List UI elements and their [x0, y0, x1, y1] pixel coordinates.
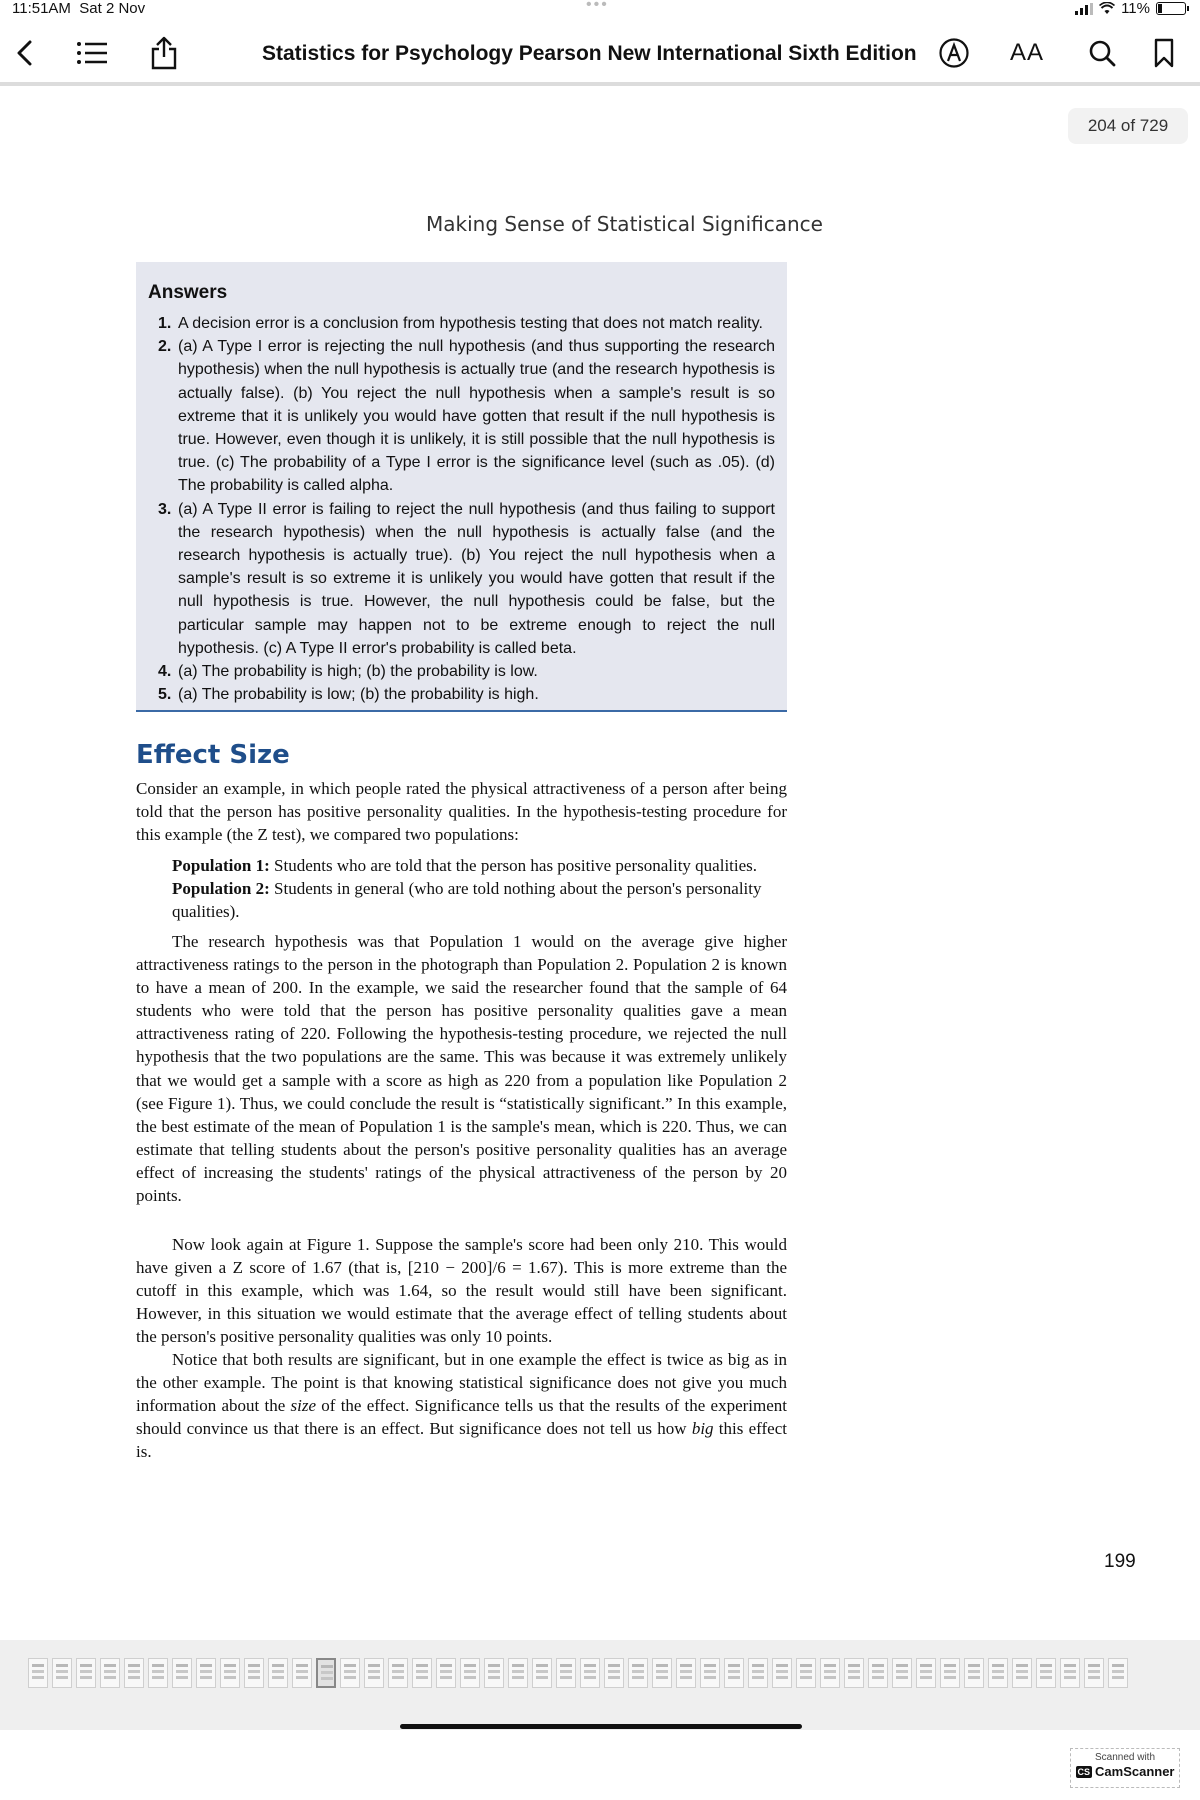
- body-paragraph: Notice that both results are significant, but in one example the effect is twice as big as in the other example. The point is that knowing statistical significance does not give you much information about the size of the effect. Significance tells us that the results of the experiment should convince us that there is an effect. But significance does not tell us how big this effect is.: [136, 1350, 787, 1462]
- home-indicator[interactable]: [400, 1724, 802, 1729]
- page-thumbnail[interactable]: [820, 1658, 840, 1688]
- page-thumbnail[interactable]: [292, 1658, 312, 1688]
- page-thumbnail[interactable]: [244, 1658, 264, 1688]
- page-thumbnail[interactable]: [388, 1658, 408, 1688]
- camscanner-logo-icon: CS: [1077, 1766, 1091, 1777]
- page-thumbnail[interactable]: [604, 1658, 624, 1688]
- answers-heading: Answers: [148, 282, 228, 303]
- page-thumbnail[interactable]: [1036, 1658, 1056, 1688]
- answer-item: 3. (a) A Type II error is failing to reject the null hypothesis (and thus failing to support the research hypothesis) when the null hypothesis is actually false (and the research hypothesis is actually true). (b) You reject the null hypothesis when a sample's result is so extreme it is unlikely you would have gotten that result if the null hypothesis is true. However, the null hypothesis could be false, but the particular sample may happen not to be extreme enough to reject the null hypothesis. (c) A Type II error's probability is called beta.: [158, 500, 775, 657]
- page-thumbnail[interactable]: [772, 1658, 792, 1688]
- answers-box: [136, 262, 787, 712]
- bookmark-icon: [1153, 38, 1175, 68]
- chevron-left-icon: [15, 40, 35, 66]
- population-item: Population 2: Students in general (who are told nothing about the person's personality qualities).: [172, 879, 762, 922]
- page-thumbnail[interactable]: [844, 1658, 864, 1688]
- page-thumbnail[interactable]: [964, 1658, 984, 1688]
- book-title: Statistics for Psychology Pearson New International Sixth Edition: [262, 42, 917, 65]
- page-thumbnail[interactable]: [220, 1658, 240, 1688]
- page-thumbnail[interactable]: [124, 1658, 144, 1688]
- page-thumbnail[interactable]: [196, 1658, 216, 1688]
- page-thumbnail[interactable]: [988, 1658, 1008, 1688]
- page-counter: 204 of 729: [1068, 108, 1188, 144]
- answers-list: [148, 312, 775, 706]
- page-thumbnail[interactable]: [508, 1658, 528, 1688]
- status-indicators: [1075, 0, 1186, 17]
- back-button[interactable]: [6, 34, 44, 72]
- font-size-icon: AA: [1009, 39, 1044, 66]
- bookmark-button[interactable]: [1145, 34, 1183, 72]
- camscanner-watermark: Scanned with CS CamScanner: [1070, 1748, 1180, 1788]
- page-thumbnail[interactable]: [700, 1658, 720, 1688]
- reader-toolbar: [0, 22, 1200, 86]
- page-thumbnail[interactable]: [100, 1658, 120, 1688]
- page-thumbnail[interactable]: [940, 1658, 960, 1688]
- page-scrubber[interactable]: [0, 1640, 1200, 1730]
- page-thumbnail[interactable]: [340, 1658, 360, 1688]
- body-paragraph: Now look again at Figure 1. Suppose the sample's score had been only 210. This would have given a Z score of 1.67 (that is, [210 − 200]/6 = 1.67). This is more extreme than the cutoff in this example, which was 1.64, so the result would still have been significant. However, in this situation we would estimate that the average effect of telling students about the person's positive personality qualities was only 10 points.: [136, 1235, 787, 1347]
- section-heading: Effect Size: [136, 740, 290, 770]
- answer-item: 1. A decision error is a conclusion from hypothesis testing that does not match reality.: [158, 315, 763, 332]
- page-thumbnail[interactable]: [1012, 1658, 1032, 1688]
- population-item: Population 1: Students who are told that the person has positive personality qualities.: [172, 856, 758, 875]
- font-size-button[interactable]: [1008, 34, 1046, 72]
- answer-item: 4. (a) The probability is high; (b) the probability is low.: [158, 663, 538, 681]
- page-thumbnail[interactable]: [796, 1658, 816, 1688]
- page-thumbnail[interactable]: [1084, 1658, 1104, 1688]
- page-thumbnail[interactable]: [316, 1658, 336, 1688]
- page-thumbnail[interactable]: [748, 1658, 768, 1688]
- page-thumbnail[interactable]: [724, 1658, 744, 1688]
- search-icon: [1088, 39, 1116, 67]
- answer-item: 2. (a) A Type I error is rejecting the null hypothesis (and thus supporting the research hypothesis) when the null hypothesis is actually true (and the research hypothesis is actually false). (b) You reject the null hypothesis when a sample's result is so extreme that it is unlikely you would have gotten that result if the null hypothesis is true. However, even though it is unlikely, it is still possible that the null hypothesis is true. (c) The probability of a Type I error is the significance level (such as .05). (d) The probability is called alpha.: [158, 338, 775, 495]
- share-button[interactable]: [145, 34, 183, 72]
- page-thumbnail[interactable]: [436, 1658, 456, 1688]
- page-thumbnail[interactable]: [364, 1658, 384, 1688]
- status-time: 11:51AM Sat 2 Nov: [12, 0, 146, 17]
- intro-paragraph: Consider an example, in which people rated the physical attractiveness of a person after being told that the person has positive personality qualities. In the hypothesis-testing procedure for this example (the Z test), we compared two populations:: [136, 779, 787, 845]
- circled-a-icon: [938, 37, 970, 69]
- cellular-signal-icon: [1075, 3, 1093, 15]
- answer-item: 5. (a) The probability is low; (b) the probability is high.: [158, 686, 539, 704]
- auto-scroll-button[interactable]: [935, 34, 973, 72]
- page-thumbnail[interactable]: [28, 1658, 48, 1688]
- page-thumbnail[interactable]: [580, 1658, 600, 1688]
- page-thumbnail[interactable]: [628, 1658, 648, 1688]
- page-thumbnail[interactable]: [412, 1658, 432, 1688]
- page-thumbnail[interactable]: [652, 1658, 672, 1688]
- page-thumbnail[interactable]: [172, 1658, 192, 1688]
- search-button[interactable]: [1083, 34, 1121, 72]
- page-thumbnail[interactable]: [148, 1658, 168, 1688]
- page-thumbnail[interactable]: [76, 1658, 96, 1688]
- multitasking-dots-icon[interactable]: •••: [586, 0, 609, 13]
- page-thumbnail[interactable]: [52, 1658, 72, 1688]
- page-thumbnail[interactable]: [556, 1658, 576, 1688]
- page-thumbnail[interactable]: [892, 1658, 912, 1688]
- body-paragraph: The research hypothesis was that Population 1 would on the average give higher attractiveness ratings to the person in the photograph than Population 2. Population 2 is known to have a mean of 200. In the example, we said the researcher found that the sample of 64 students who were told that the person has positive personality qualities gave a mean attractiveness rating of 220. Following the hypothesis-testing procedure, we rejected the null hypothesis that the two populations are the same. This was because it was extremely unlikely that we would get a sample with a score as high as 220 from a population like Population 2 (see Figure 1). Thus, we could conclude the result is “statistically significant.” In this example, the best estimate of the mean of Population 1 is the sample's mean, which is 220. Thus, we can estimate that telling students about the person's positive personality qualities has an average effect of increasing the students' ratings of the physical attractiveness of the person by 20 points.: [136, 932, 787, 1206]
- battery-icon: [1156, 2, 1186, 15]
- page-thumbnail[interactable]: [532, 1658, 552, 1688]
- battery-percent: 11%: [1121, 0, 1150, 17]
- status-bar: [0, 0, 1200, 18]
- page-thumbnail[interactable]: [916, 1658, 936, 1688]
- page-thumbnail[interactable]: [1060, 1658, 1080, 1688]
- page-thumbnail[interactable]: [1108, 1658, 1128, 1688]
- page-thumbnail[interactable]: [676, 1658, 696, 1688]
- page-thumbnail[interactable]: [484, 1658, 504, 1688]
- page-thumbnail[interactable]: [868, 1658, 888, 1688]
- running-head: Making Sense of Statistical Significance: [426, 212, 823, 236]
- list-icon: [76, 41, 108, 65]
- population-list: [172, 854, 787, 923]
- thumbnail-row[interactable]: [28, 1658, 1128, 1688]
- wifi-icon: [1099, 2, 1115, 15]
- page-thumbnail[interactable]: [268, 1658, 288, 1688]
- page-number: 199: [1104, 1551, 1136, 1572]
- page-thumbnail[interactable]: [460, 1658, 480, 1688]
- table-of-contents-button[interactable]: [73, 34, 111, 72]
- share-icon: [150, 36, 178, 70]
